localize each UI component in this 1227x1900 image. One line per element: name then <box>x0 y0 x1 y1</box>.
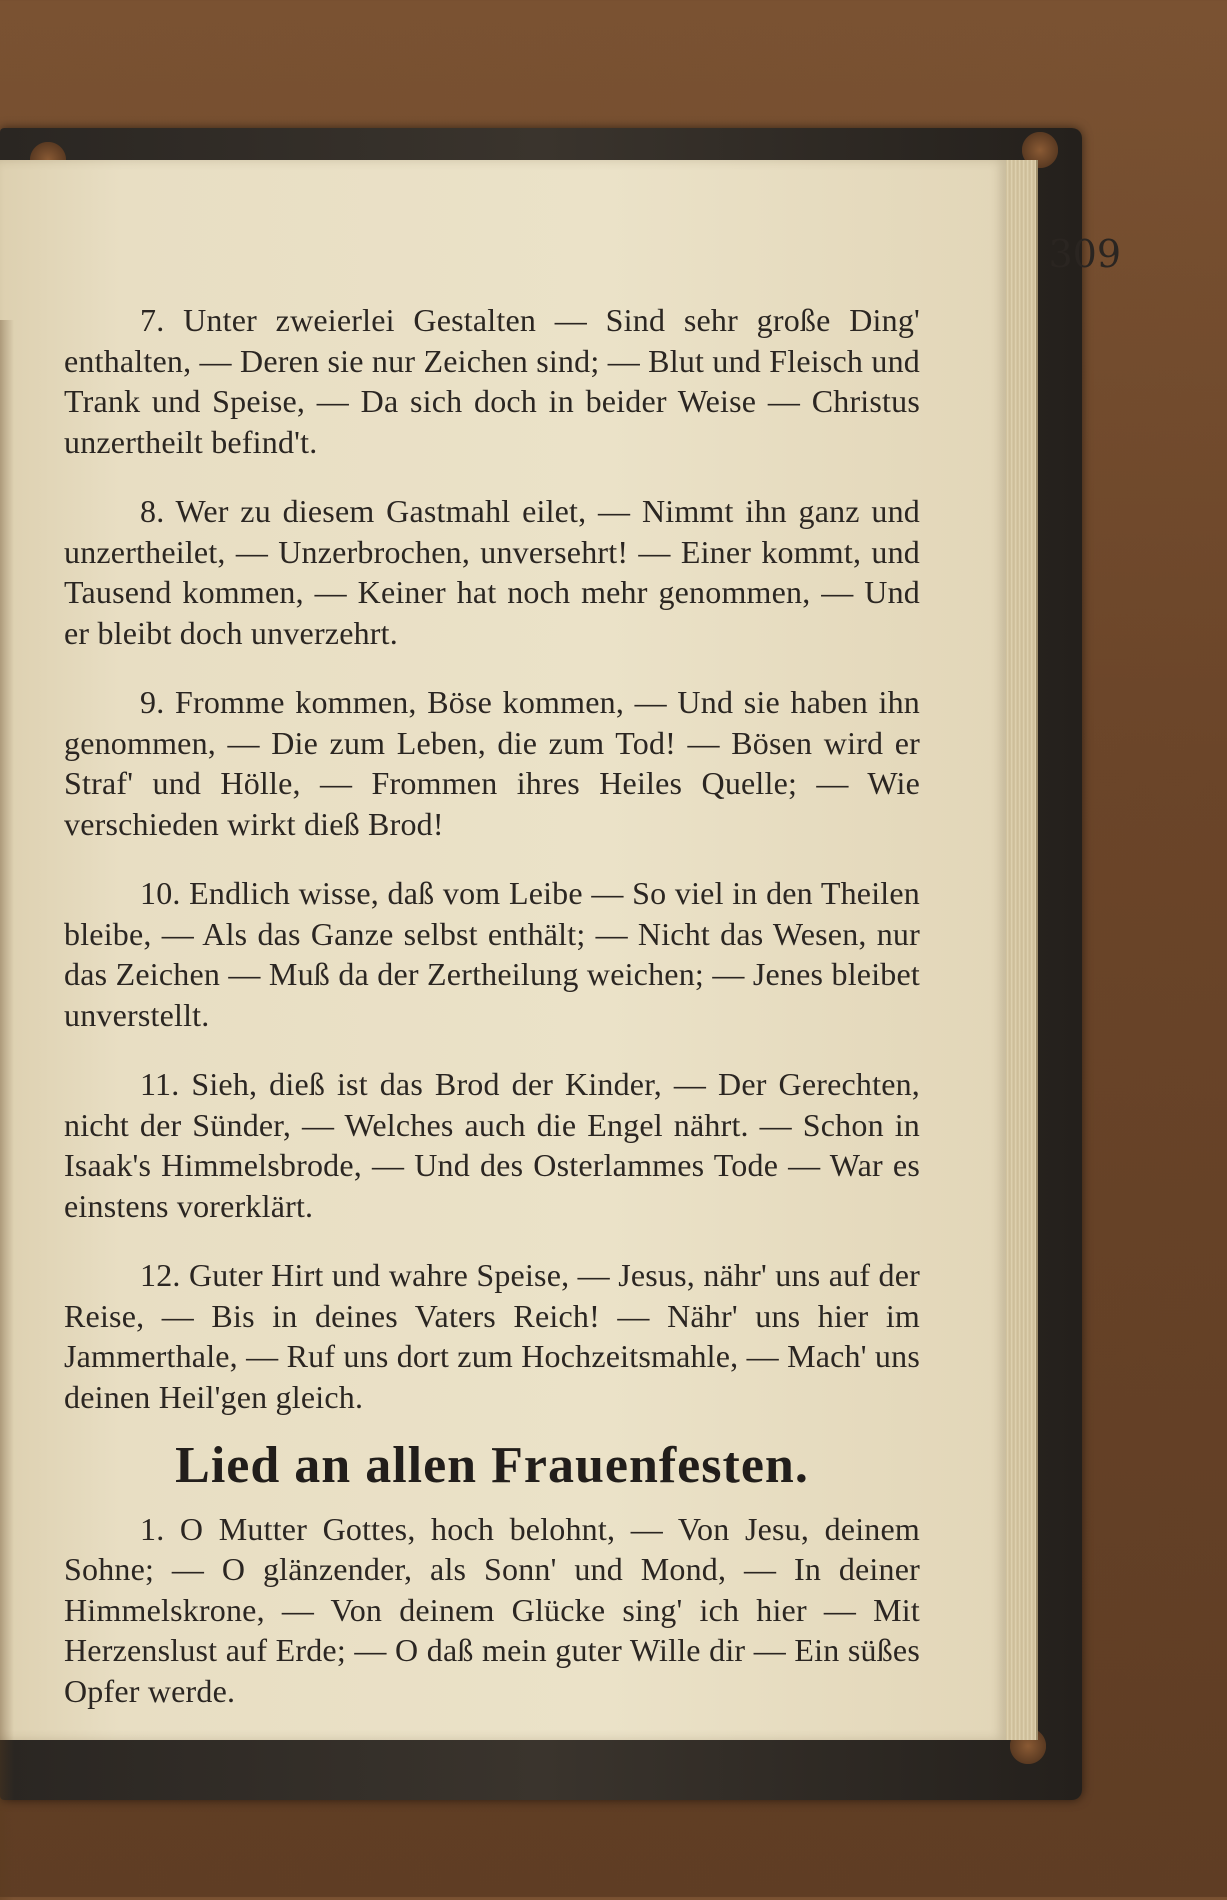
song-stanza-1: 1. O Mutter Gottes, hoch belohnt, — Von Jesu, deinem Sohne; — O glänzender, als Sonn' und Mond, — In deiner Himmelskrone, — Von deinem Glücke sing' ich hier — Mit Herzenslust auf Erde; — O daß mein guter Wille dir — Ein süßes Opfer werde. <box>64 1510 920 1709</box>
stanza-10: 10. Endlich wisse, daß vom Leibe — So viel in den Theilen bleibe, — Als das Ganze selbst enthält; — Nicht das Wesen, nur das Zeichen — Muß da der Zertheilung weichen; — Jenes bleibet unverstellt. <box>64 875 920 1033</box>
stanza-9: 9. Fromme kommen, Böse kommen, — Und sie haben ihn genommen, — Die zum Leben, die zum Tod! — Bösen wird er Straf' und Hölle, — Frommen ihres Heiles Quelle; — Wie verschieden wirkt dieß Brod! <box>64 684 920 842</box>
song-heading: Lied an allen Frauenfesten. <box>175 1437 809 1494</box>
stanza-8: 8. Wer zu diesem Gastmahl eilet, — Nimmt ihn ganz und unzertheilet, — Unzerbrochen, unversehrt! — Einer kommt, und Tausend kommen, — Keiner hat noch mehr genommen, — Und er bleibt doch unverzehrt. <box>64 493 920 651</box>
stanza-11: 11. Sieh, dieß ist das Brod der Kinder, — Der Gerechten, nicht der Sünder, — Welches auch die Engel nährt. — Schon in Isaak's Himmelsbrode, — Und des Osterlammes Tode — War es einstens vorerklärt. <box>64 1066 920 1224</box>
page-content <box>64 300 920 1740</box>
stanza-12: 12. Guter Hirt und wahre Speise, — Jesus, nähr' uns auf der Reise, — Bis in deines Vaters Reich! — Nähr' uns hier im Jammerthale, — Ruf uns dort zum Hochzeitsmahle, — Mach' uns deinen Heil'gen gleich. <box>64 1257 920 1415</box>
page-gutter-shadow <box>0 320 14 1900</box>
stanza-7: 7. Unter zweierlei Gestalten — Sind sehr große Ding' enthalten, — Deren sie nur Zeichen sind; — Blut und Fleisch und Trank und Speise, — Da sich doch in beider Weise — Christus unzertheilt befind't. <box>64 302 920 460</box>
page-number: 309 <box>1048 232 1121 276</box>
